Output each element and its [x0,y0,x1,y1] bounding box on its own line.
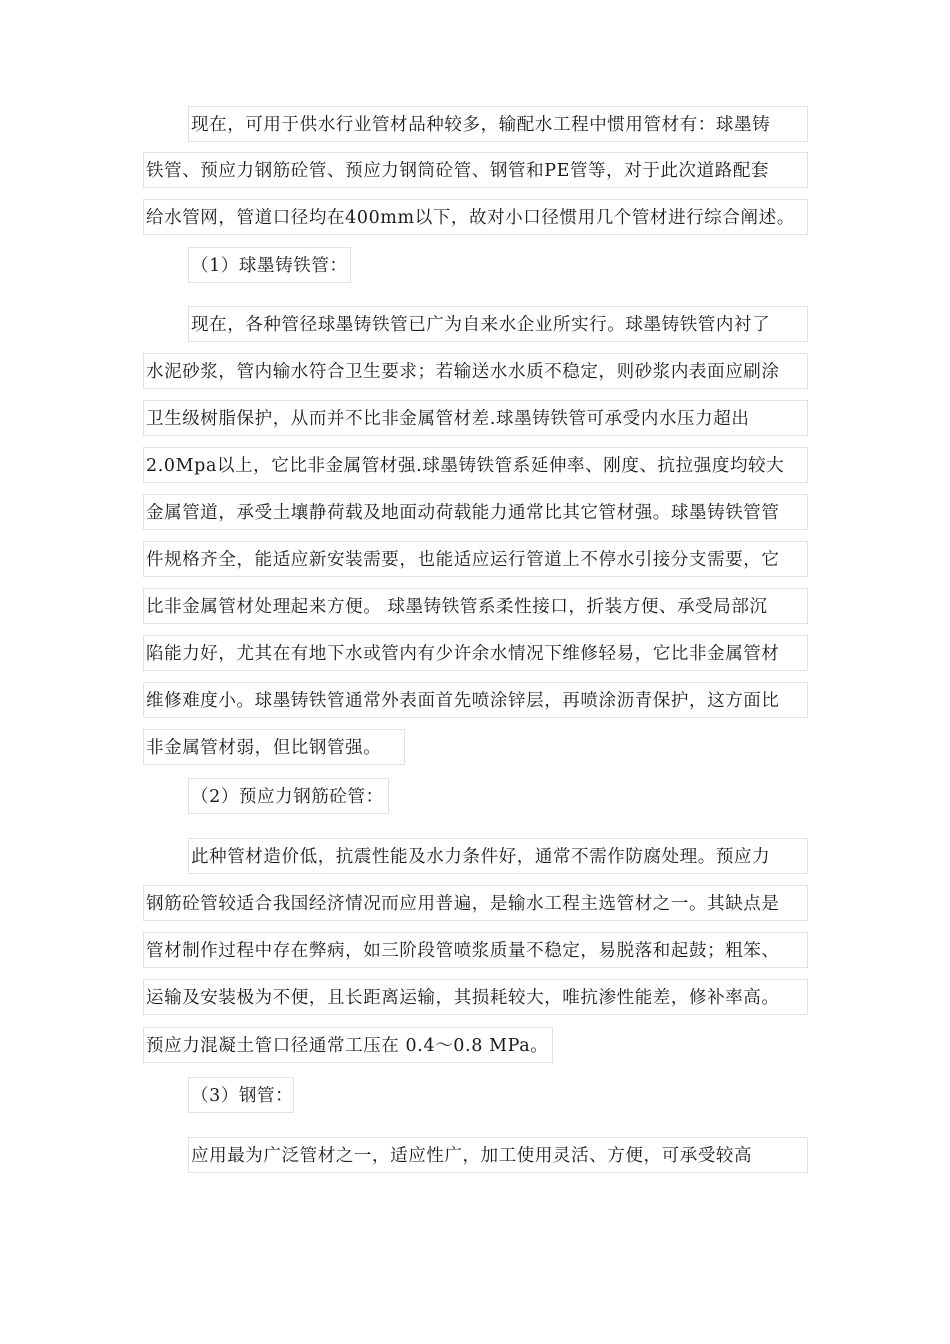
heading-steel-pipe: （3）钢管： [188,1077,294,1113]
paragraph-3-line-3: 管材制作过程中存在弊病，如三阶段管喷浆质量不稳定，易脱落和起鼓；粗笨、 [143,932,808,968]
heading-prestressed-concrete-pipe: （2）预应力钢筋砼管： [188,778,389,814]
paragraph-3-line-4: 运输及安装极为不便，且长距离运输，其损耗较大，唯抗渗性能差，修补率高。 [143,979,808,1015]
paragraph-2-line-6: 件规格齐全，能适应新安装需要，也能适应运行管道上不停水引接分支需要，它 [143,541,808,577]
paragraph-2-line-8: 陷能力好，尤其在有地下水或管内有少许余水情况下维修轻易，它比非金属管材 [143,635,808,671]
paragraph-2-line-9: 维修难度小。球墨铸铁管通常外表面首先喷涂锌层，再喷涂沥青保护，这方面比 [143,682,808,718]
paragraph-2-line-2: 水泥砂浆，管内输水符合卫生要求；若输送水水质不稳定，则砂浆内表面应刷涂 [143,353,808,389]
paragraph-1-line-2: 铁管、预应力钢筋砼管、预应力钢筒砼管、钢管和PE管等，对于此次道路配套 [143,152,808,188]
paragraph-4-line-1: 应用最为广泛管材之一，适应性广，加工使用灵活、方便，可承受较高 [188,1137,808,1173]
heading-ductile-iron-pipe: （1）球墨铸铁管： [188,247,351,283]
paragraph-2-line-4: 2.0Mpa以上，它比非金属管材强.球墨铸铁管系延伸率、刚度、抗拉强度均较大 [143,447,808,483]
paragraph-2-line-5: 金属管道，承受土壤静荷载及地面动荷载能力通常比其它管材强。球墨铸铁管管 [143,494,808,530]
paragraph-2-line-3: 卫生级树脂保护，从而并不比非金属管材差.球墨铸铁管可承受内水压力超出 [143,400,808,436]
paragraph-2-line-10: 非金属管材弱，但比钢管强。 [143,729,405,765]
paragraph-1-line-1: 现在，可用于供水行业管材品种较多，输配水工程中惯用管材有：球墨铸 [188,106,808,142]
paragraph-3-line-2: 钢筋砼管较适合我国经济情况而应用普遍，是输水工程主选管材之一。其缺点是 [143,885,808,921]
paragraph-3-line-5: 预应力混凝土管口径通常工压在 0.4～0.8 MPa。 [143,1027,553,1063]
paragraph-1-line-3: 给水管网，管道口径均在400mm以下，故对小口径惯用几个管材进行综合阐述。 [143,199,808,235]
paragraph-3-line-1: 此种管材造价低，抗震性能及水力条件好，通常不需作防腐处理。预应力 [188,838,808,874]
paragraph-2-line-7: 比非金属管材处理起来方便。 球墨铸铁管系柔性接口，折装方便、承受局部沉 [143,588,808,624]
paragraph-2-line-1: 现在，各种管径球墨铸铁管已广为自来水企业所实行。球墨铸铁管内衬了 [188,306,808,342]
